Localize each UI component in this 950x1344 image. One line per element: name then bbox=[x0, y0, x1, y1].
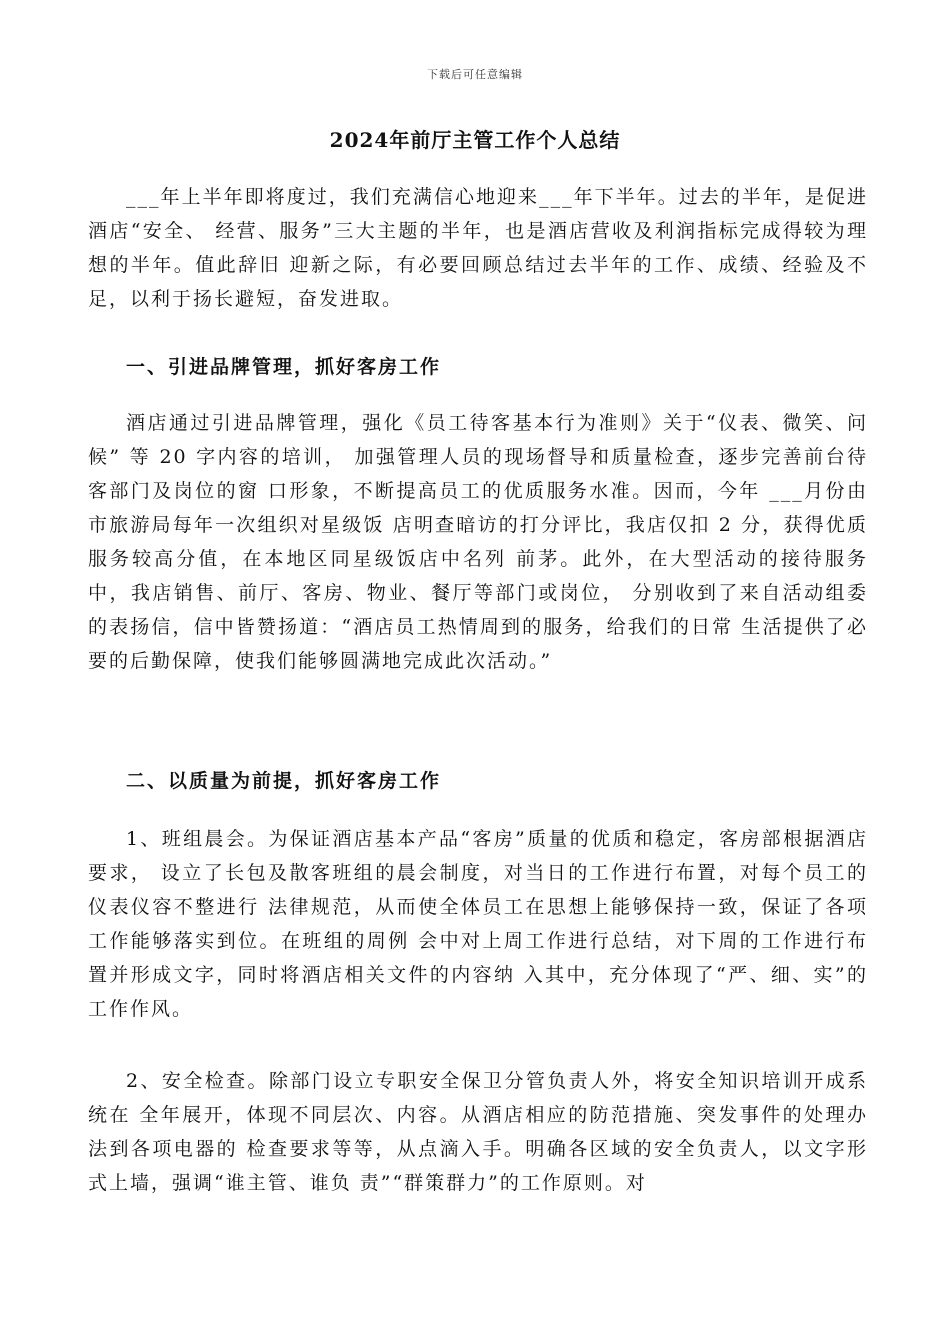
section-1-paragraph: 酒店通过引进品牌管理，强化《员工待客基本行为准则》关于“仪表、微笑、问候” 等 20 字内容的培训， 加强管理人员的现场督导和质量检查，逐步完善前台待客部门及岗位的窗 口形象，不断提高员工的优质服务水准。因而，今年 ___月份由市旅游局每年一次组织对星级饭 店明查暗访的打分评比，我店仅扣 2 分，获得优质服务较高分值，在本地区同星级饭店中名列 前茅。此外，在大型活动的接待服务中，我店销售、前厅、客房、物业、餐厅等部门或岗位， 分别收到了来自活动组委的表扬信，信中皆赞扬道：“酒店员工热情周到的服务，给我们的日常 生活提供了必要的后勤保障，使我们能够圆满地完成此次活动。” bbox=[88, 412, 868, 672]
intro-paragraph: ___年上半年即将度过，我们充满信心地迎来___年下半年。过去的半年，是促进酒店“安全、 经营、服务”三大主题的半年，也是酒店营收及利润指标完成得较为理想的半年。值此辞旧 迎新之际，有必要回顾总结过去半年的工作、成绩、经验及不足，以利于扬长避短，奋发进取。 bbox=[88, 186, 868, 310]
section-2-item-1-paragraph: 1、班组晨会。为保证酒店基本产品“客房”质量的优质和稳定，客房部根据酒店要求， 设立了长包及散客班组的晨会制度，对当日的工作进行布置，对每个员工的仪表仪容不整进行 法律规范，从而使全体员工在思想上能够保持一致，保证了各项工作能够落实到位。在班组的周例 会中对上周工作进行总结，对下周的工作进行布置并形成文字，同时将酒店相关文件的内容纳 入其中，充分体现了“严、细、实”的工作作风。 bbox=[88, 828, 868, 1020]
document-title: 2024年前厅主管工作个人总结 bbox=[329, 128, 621, 152]
section-2-item-2-paragraph: 2、安全检查。除部门设立专职安全保卫分管负责人外，将安全知识培训开成系统在 全年展开，体现不同层次、内容。从酒店相应的防范措施、突发事件的处理办法到各项电器的 检查要求等等，从点滴入手。明确各区域的安全负责人，以文字形式上墙，强调“谁主管、谁负 责”“群策群力”的工作原则。对 bbox=[88, 1070, 868, 1194]
section-1-heading: 一、引进品牌管理，抓好客房工作 bbox=[126, 356, 442, 378]
section-2-heading: 二、以质量为前提，抓好客房工作 bbox=[126, 770, 442, 792]
header-note: 下载后可任意编辑 bbox=[427, 68, 523, 81]
